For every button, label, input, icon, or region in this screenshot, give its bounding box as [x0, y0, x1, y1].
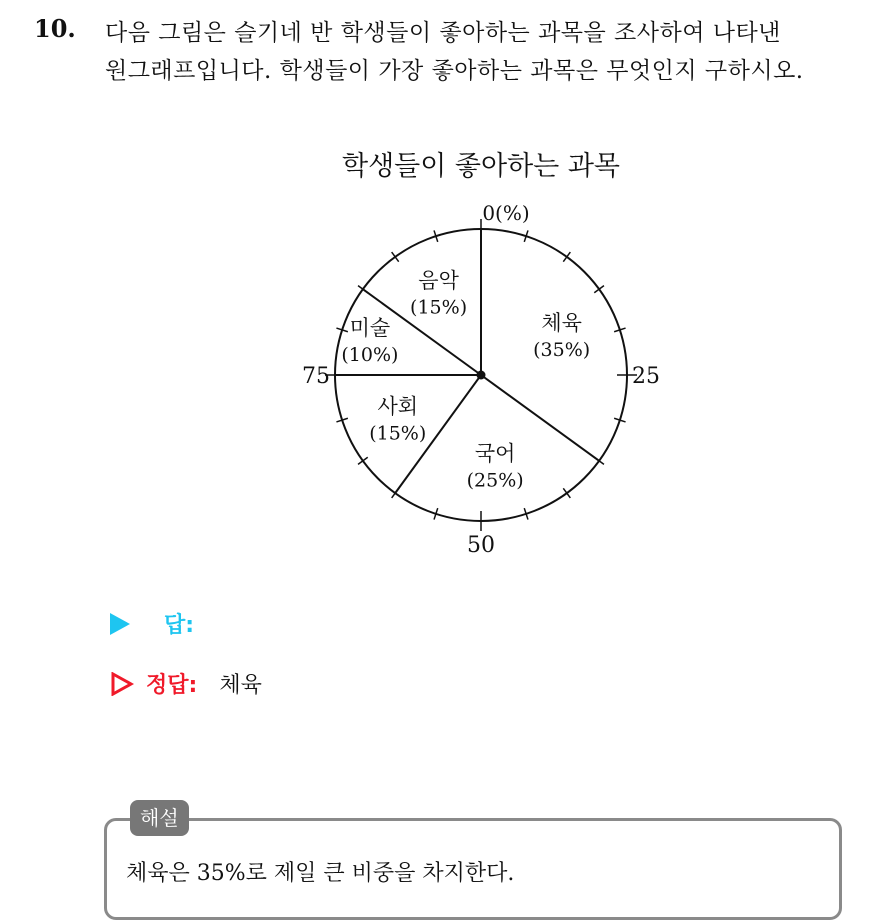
correct-answer-value: 체육: [219, 673, 262, 698]
slice-label-2: 국어: [474, 441, 516, 466]
slice-percent-4: (10%): [341, 343, 399, 366]
chart-title: 학생들이 좋아하는 과목: [342, 151, 620, 182]
scale-label-25: 25: [632, 364, 660, 389]
slice-percent-5: (15%): [410, 296, 468, 319]
correct-answer-label: 정답:: [146, 673, 198, 698]
explanation-tab: 해설: [130, 800, 189, 836]
explanation-text: 체육은 35%로 제일 큰 비중을 차지한다.: [126, 861, 515, 886]
slice-percent-2: (25%): [466, 469, 524, 492]
slice-percent-3: (15%): [369, 422, 427, 445]
question-line-2: 원그래프입니다. 학생들이 가장 좋아하는 과목은 무엇인지 구하시오.: [105, 58, 804, 84]
slice-label-4: 미술: [349, 315, 391, 340]
slice-label-5: 음악: [418, 268, 459, 293]
slice-label-1: 체육: [541, 310, 582, 335]
question-number: 10.: [34, 14, 76, 43]
slice-label-3: 사회: [377, 394, 419, 419]
outline-arrow-icon: [110, 672, 134, 696]
answer-row: [110, 608, 194, 639]
slice-percent-1: (35%): [533, 338, 591, 361]
scale-label-50: 50: [467, 533, 495, 558]
pie-center-dot: [477, 371, 486, 380]
correct-answer-row: [110, 668, 262, 699]
question-line-1: 다음 그림은 슬기네 반 학생들이 좋아하는 과목을 조사하여 나타낸: [105, 20, 781, 46]
scale-label-75: 75: [302, 364, 330, 389]
scale-label-0: 0(%): [482, 201, 530, 225]
answer-label: 답:: [164, 613, 195, 638]
play-arrow-icon: [110, 613, 130, 635]
